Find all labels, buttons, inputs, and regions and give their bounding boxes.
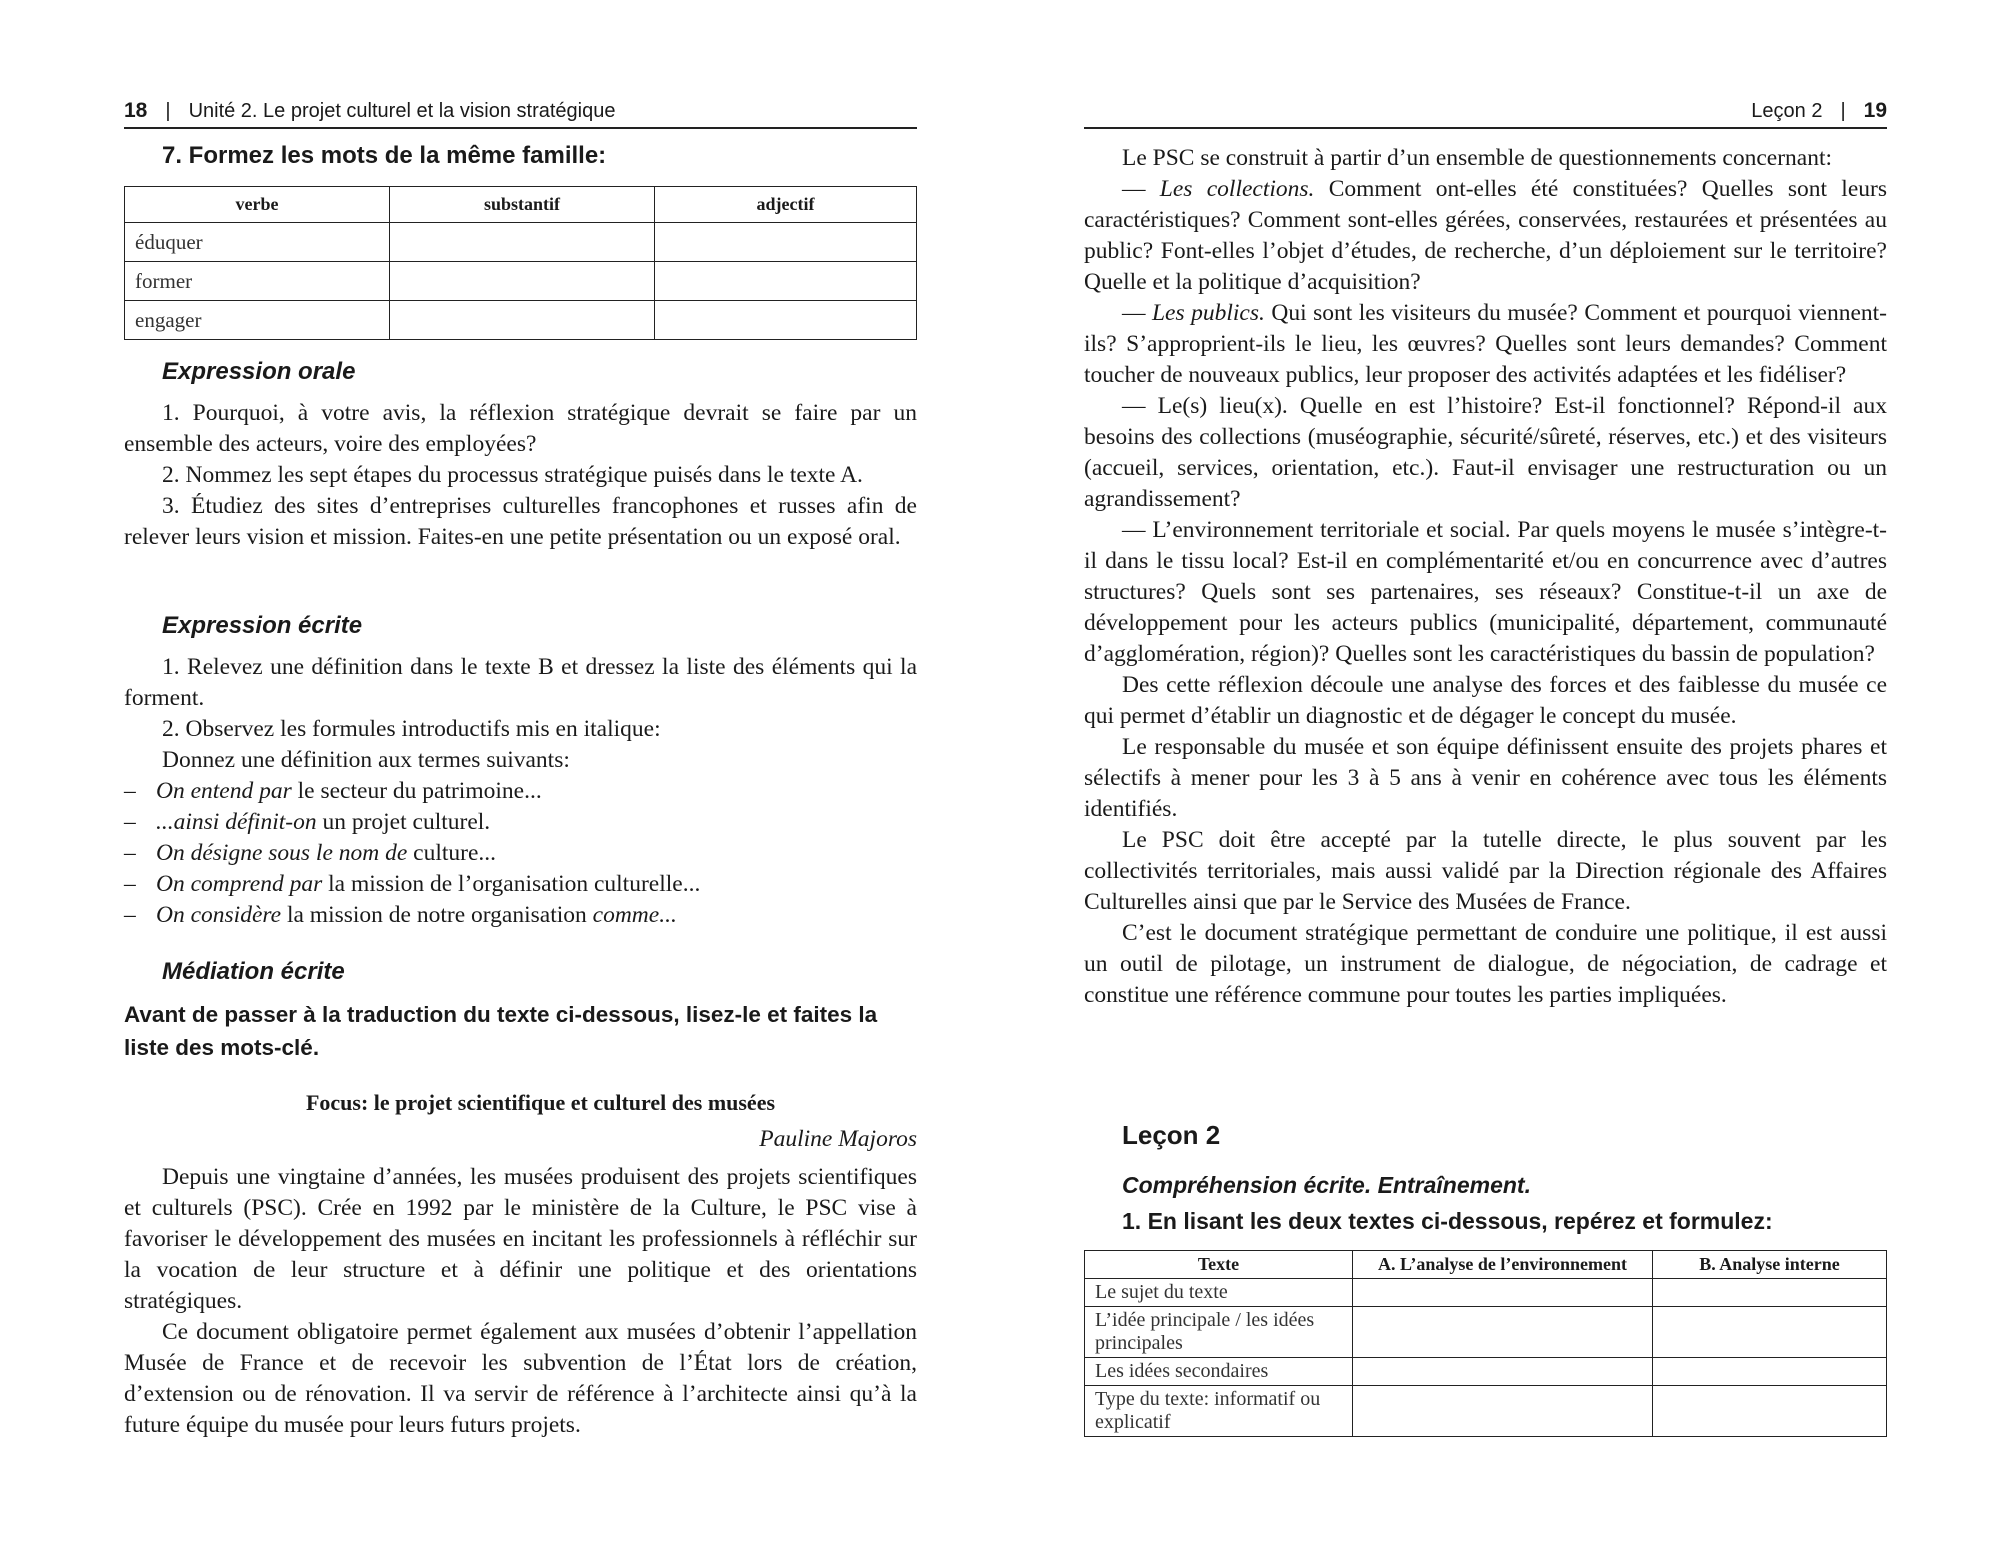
empty-cell[interactable]: [1353, 1279, 1653, 1307]
header-separator: |: [165, 99, 171, 122]
psc-intro: Le PSC se construit à partir d’un ensemble de questionnements concernant:: [1122, 145, 1833, 171]
table-row: [1085, 1386, 1887, 1437]
empty-cell[interactable]: [1353, 1386, 1653, 1437]
table-cell: Type du texte: informatif ou explicatif: [1085, 1386, 1353, 1437]
orale-item: 2. Nommez les sept étapes du processus stratégique puisés dans le texte A.: [162, 462, 863, 488]
right-page: [1084, 0, 1887, 1556]
table-row: [1085, 1358, 1887, 1386]
exercise-7-heading: 7. Formez les mots de la même famille:: [162, 142, 607, 169]
table-header: B. Analyse interne: [1653, 1251, 1887, 1279]
word-family-table: [124, 186, 917, 340]
orale-item: 1. Pourquoi, à votre avis, la réflexion stratégique devrait se faire par un ensemble des acteurs, voire des employées?: [124, 400, 917, 457]
psc-paragraph: Des cette réflexion découle une analyse des forces et des faiblesse du musée ce qui permet d’établir un diagnostic et de dégager le concept du musée.: [1084, 672, 1887, 729]
table-cell: L’idée principale / les idées principales: [1085, 1307, 1353, 1358]
table-header: Texte: [1085, 1251, 1353, 1279]
expression-ecrite: [124, 612, 917, 931]
expression-orale-heading: Expression orale: [162, 358, 356, 385]
list-item: – On entend par le secteur du patrimoine...: [124, 778, 542, 804]
mediation-heading: Médiation écrite: [162, 958, 345, 985]
left-page: [124, 0, 917, 1556]
lecon-2-exercise: 1. En lisant les deux textes ci-dessous, repérez et formulez:: [1122, 1208, 1773, 1234]
table-row: [125, 301, 917, 340]
empty-cell[interactable]: [655, 262, 917, 301]
empty-cell[interactable]: [390, 262, 655, 301]
psc-question: — Les collections. Comment ont-elles été constituées? Quelles sont leurs caractéristiques? Comment sont-elles gérées, conservées, restaurées et présentées au public? Font-elles l’objet d’études, de recherche, d’un déploiement sur le territoire? Quelle et la politique d’acquisition?: [1084, 176, 1887, 295]
table-cell: former: [125, 262, 390, 301]
focus-paragraph: Ce document obligatoire permet également aux musées d’obtenir l’appellation Musée de France et de recevoir les subvention de l’État lors de création, d’extension ou de rénovation. Il va servir de référence à l’architecte ainsi qu’à la future équipe du musée pour leurs futurs projets.: [124, 1319, 917, 1438]
table-cell: Les idées secondaires: [1085, 1358, 1353, 1386]
empty-cell[interactable]: [655, 223, 917, 262]
psc-question: — L’environnement territoriale et social. Par quels moyens le musée s’intègre-t-il dans le tissu local? Est-il en complémentarité et/ou en concurrence avec d’autres structures? Quels sont ses partenaires, ses réseaux? Constitue-t-il un axe de développement pour les acteurs publics (municipalité, département, communauté d’agglomération, région)? Quelles sont les caractéristiques du bassin de population?: [1084, 517, 1887, 667]
focus-article: [124, 1090, 917, 1441]
table-header: substantif: [390, 187, 655, 223]
table-cell: éduquer: [125, 223, 390, 262]
mediation-instruction: Avant de passer à la traduction du texte ci-dessous, lisez-le et faites la liste des mots-clé.: [124, 1002, 878, 1060]
table-cell: Le sujet du texte: [1085, 1279, 1353, 1307]
right-page-header: [1084, 95, 1887, 129]
lecon-2-section: [1084, 1120, 1887, 1437]
empty-cell[interactable]: [655, 301, 917, 340]
table-header: verbe: [125, 187, 390, 223]
psc-paragraph: Le responsable du musée et son équipe définissent ensuite des projets phares et sélectifs à mener pour les 3 à 5 ans à venir en cohérence avec tous les éléments identifiés.: [1084, 734, 1887, 822]
lecon-2-subheading: Compréhension écrite. Entraînement.: [1122, 1172, 1531, 1198]
expression-orale: [124, 358, 917, 553]
empty-cell[interactable]: [1353, 1307, 1653, 1358]
right-page-number: 19: [1863, 99, 1887, 122]
expression-ecrite-heading: Expression écrite: [162, 612, 363, 639]
psc-paragraph: C’est le document stratégique permettant de conduire une politique, il est aussi un outil de pilotage, un instrument de dialogue, de négociation, de cadrage et constitue une référence commune pour toutes les parties impliquées.: [1084, 920, 1887, 1008]
table-row: [125, 223, 917, 262]
left-header-title: Unité 2. Le projet culturel et la vision stratégique: [188, 99, 616, 122]
ecrite-intro: Donnez une définition aux termes suivants:: [162, 747, 570, 773]
table-row: [1085, 1279, 1887, 1307]
psc-question: — Le(s) lieu(x). Quelle en est l’histoire? Est-il fonctionnel? Répond-il aux besoins des collections (muséographie, sécurité/sûreté, réserves, etc.) et des visiteurs (accueil, services, orientation, etc.). Faut-il envisager une restructuration ou un agrandissement?: [1084, 393, 1887, 512]
empty-cell[interactable]: [390, 301, 655, 340]
empty-cell[interactable]: [1653, 1358, 1887, 1386]
lecon-2-heading: Leçon 2: [1122, 1120, 1221, 1150]
empty-cell[interactable]: [1353, 1358, 1653, 1386]
table-header: A. L’analyse de l’environnement: [1353, 1251, 1653, 1279]
empty-cell[interactable]: [1653, 1386, 1887, 1437]
table-row: [125, 262, 917, 301]
list-item: – On comprend par la mission de l’organisation culturelle...: [124, 871, 701, 897]
ecrite-item: 1. Relevez une définition dans le texte B et dressez la liste des éléments qui la forment.: [124, 654, 917, 711]
left-page-header: [124, 95, 917, 129]
empty-cell[interactable]: [1653, 1307, 1887, 1358]
psc-paragraph: Le PSC doit être accepté par la tutelle directe, le plus souvent par les collectivités territoriales, mais aussi validé par la Direction régionale des Affaires Culturelles ainsi que par le Service des Musées de France.: [1084, 827, 1887, 915]
mediation-ecrite: [124, 958, 917, 1064]
focus-title: Focus: le projet scientifique et culturel des musées: [305, 1090, 776, 1115]
analysis-table: [1084, 1250, 1887, 1437]
focus-paragraph: Depuis une vingtaine d’années, les musées produisent des projets scientifiques et culturels (PSC). Crée en 1992 par le ministère de la Culture, le PSC vise à favoriser le développement des musées en incitant les professionnels à réfléchir sur la vocation de leur structure et à définir une politique et des orientations stratégiques.: [124, 1164, 917, 1314]
focus-author: Pauline Majoros: [759, 1126, 917, 1152]
psc-question: — Les publics. Qui sont les visiteurs du musée? Comment et pourquoi viennent-ils? S’approprient-ils le lieu, les œuvres? Quelles sont leurs demandes? Comment toucher de nouveaux publics, leur proposer des activités adaptées et les fidéliser?: [1084, 300, 1888, 388]
list-item: – ...ainsi définit-on un projet culturel.: [124, 809, 491, 835]
ecrite-item: 2. Observez les formules introductifs mis en italique:: [162, 716, 661, 742]
orale-item: 3. Étudiez des sites d’entreprises culturelles francophones et russes afin de relever leurs vision et mission. Faites-en une petite présentation ou un exposé oral.: [124, 493, 917, 550]
table-header: adjectif: [655, 187, 917, 223]
left-page-number: 18: [124, 99, 148, 122]
table-cell: engager: [125, 301, 390, 340]
empty-cell[interactable]: [390, 223, 655, 262]
list-item: – On considère la mission de notre organisation comme...: [124, 902, 677, 928]
exercise-7: [124, 142, 917, 340]
table-row: [1085, 1307, 1887, 1358]
psc-text: [1084, 143, 1887, 1011]
header-separator: |: [1840, 99, 1846, 122]
list-item: – On désigne sous le nom de culture...: [124, 840, 497, 866]
right-header-title: Leçon 2: [1751, 99, 1823, 122]
empty-cell[interactable]: [1653, 1279, 1887, 1307]
